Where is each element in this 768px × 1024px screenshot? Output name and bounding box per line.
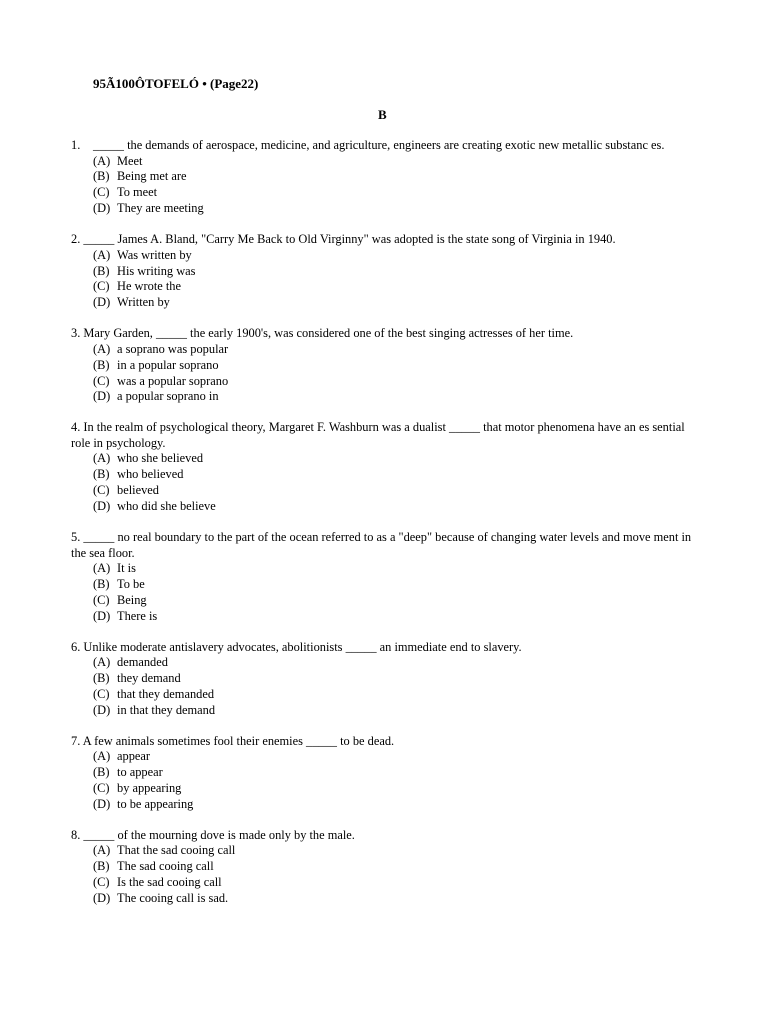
option-text: The cooing call is sad. — [117, 891, 229, 906]
option-letter: (B) — [93, 576, 110, 591]
option-text: who believed — [117, 467, 184, 482]
option-letter: (D) — [93, 702, 111, 717]
option-text: Being — [117, 592, 147, 607]
option-text: To be — [117, 576, 145, 591]
option-letter: (A) — [93, 247, 111, 262]
option-letter: (C) — [93, 185, 110, 200]
option-letter: (B) — [93, 671, 110, 686]
question-1 — [71, 138, 703, 217]
question-text: 3. Mary Garden, _____ the early 1900's, was considered one of the best singing actresses of her time. — [71, 326, 574, 341]
option-letter: (C) — [93, 373, 110, 388]
question-6 — [71, 640, 703, 719]
option-letter: (D) — [93, 796, 111, 811]
question-number: 1. — [71, 138, 81, 152]
question-text: 2. _____ James A. Bland, "Carry Me Back to Old Virginny" was adopted is the state song of Virginia in 1940. — [71, 232, 616, 247]
answer-option — [93, 875, 703, 891]
answer-option — [93, 687, 703, 703]
answer-option — [93, 561, 703, 577]
answer-option — [93, 781, 703, 797]
option-letter: (B) — [93, 169, 110, 184]
page-title: 95Ã100ÔTOFELÓ • (Page22) — [93, 76, 259, 91]
answer-option — [93, 891, 703, 907]
question-stem — [71, 138, 703, 154]
section-heading: B — [378, 107, 387, 122]
option-letter: (C) — [93, 686, 110, 701]
option-letter: (B) — [93, 357, 110, 372]
option-text: There is — [117, 608, 158, 623]
answer-option — [93, 389, 703, 405]
answer-option — [93, 655, 703, 671]
option-letter: (C) — [93, 592, 110, 607]
answer-options — [71, 342, 703, 406]
answer-option — [93, 279, 703, 295]
option-text: who she believed — [117, 451, 204, 466]
question-5 — [71, 530, 703, 625]
option-letter: (A) — [93, 749, 111, 764]
option-letter: (A) — [93, 843, 111, 858]
option-text: who did she believe — [117, 499, 216, 514]
option-letter: (C) — [93, 875, 110, 890]
option-text: to appear — [117, 765, 163, 780]
option-letter: (A) — [93, 341, 111, 356]
question-text: 5. _____ no real boundary to the part of the ocean referred to as a "deep" because of changing water levels and move ment in the sea floor. — [71, 530, 692, 560]
answer-option — [93, 374, 703, 390]
question-text: 4. In the realm of psychological theory, Margaret F. Washburn was a dualist _____ that motor phenomena have an es sential role in psychology. — [71, 420, 685, 450]
answer-option — [93, 169, 703, 185]
option-text: in a popular soprano — [117, 357, 219, 372]
option-letter: (B) — [93, 859, 110, 874]
option-text: by appearing — [117, 781, 182, 796]
option-letter: (D) — [93, 389, 111, 404]
option-text: Meet — [117, 153, 143, 168]
answer-option — [93, 797, 703, 813]
option-text: appear — [117, 749, 151, 764]
question-text: _____ the demands of aerospace, medicine, and agriculture, engineers are creating exotic new metallic substanc es. — [93, 138, 665, 152]
option-letter: (D) — [93, 891, 111, 906]
question-text: 8. _____ of the mourning dove is made only by the male. — [71, 827, 355, 842]
answer-options — [71, 248, 703, 312]
option-text: demanded — [117, 655, 168, 670]
option-text: to be appearing — [117, 796, 194, 811]
question-text: 7. A few animals sometimes fool their enemies _____ to be dead. — [71, 733, 395, 748]
question-2 — [71, 232, 703, 311]
option-text: in that they demand — [117, 702, 216, 717]
option-letter: (A) — [93, 561, 111, 575]
option-text: believed — [117, 483, 159, 498]
option-text: they demand — [117, 671, 181, 686]
question-text: 6. Unlike moderate antislavery advocates, abolitionists _____ an immediate end to slavery. — [71, 639, 522, 654]
option-text: Is the sad cooing call — [117, 875, 222, 890]
answer-option — [93, 499, 703, 515]
option-text: a popular soprano in — [117, 389, 219, 404]
answer-option — [93, 201, 703, 217]
option-text: The sad cooing call — [117, 859, 214, 874]
question-8 — [71, 828, 703, 907]
option-text: He wrote the — [117, 279, 181, 294]
answer-option — [93, 843, 703, 859]
answer-options — [71, 154, 703, 218]
option-text: It is — [117, 561, 136, 575]
answer-options — [71, 655, 703, 719]
option-text: That the sad cooing call — [117, 843, 236, 858]
option-letter: (A) — [93, 655, 111, 670]
option-letter: (D) — [93, 499, 111, 514]
answer-options — [71, 451, 703, 515]
answer-option — [93, 248, 703, 264]
option-letter: (A) — [93, 153, 111, 168]
answer-options — [71, 561, 703, 625]
option-letter: (B) — [93, 765, 110, 780]
answer-option — [93, 451, 703, 467]
option-letter: (C) — [93, 483, 110, 498]
option-letter: (C) — [93, 781, 110, 796]
option-letter: (D) — [93, 295, 111, 310]
answer-option — [93, 295, 703, 311]
option-letter: (B) — [93, 263, 110, 278]
answer-option — [93, 671, 703, 687]
answer-option — [93, 264, 703, 280]
question-3 — [71, 326, 703, 405]
answer-option — [93, 358, 703, 374]
option-text: Being met are — [117, 169, 187, 184]
answer-option — [93, 765, 703, 781]
answer-option — [93, 467, 703, 483]
answer-option — [93, 859, 703, 875]
option-letter: (D) — [93, 201, 111, 216]
question-7 — [71, 734, 703, 813]
answer-option — [93, 154, 703, 170]
option-letter: (C) — [93, 279, 110, 294]
answer-option — [93, 609, 703, 625]
answer-option — [93, 185, 703, 201]
option-text: His writing was — [117, 263, 196, 278]
option-letter: (D) — [93, 608, 111, 623]
answer-option — [93, 749, 703, 765]
answer-option — [93, 577, 703, 593]
option-text: was a popular soprano — [117, 373, 229, 388]
answer-options — [71, 749, 703, 813]
option-text: a soprano was popular — [117, 341, 229, 356]
question-4 — [71, 420, 703, 515]
answer-option — [93, 593, 703, 609]
option-text: that they demanded — [117, 686, 215, 701]
answer-options — [71, 843, 703, 907]
answer-option — [93, 342, 703, 358]
option-letter: (A) — [93, 451, 111, 466]
answer-option — [93, 703, 703, 719]
option-text: Was written by — [117, 247, 192, 262]
option-text: They are meeting — [117, 201, 204, 216]
option-letter: (B) — [93, 467, 110, 482]
question-list — [71, 138, 703, 922]
answer-option — [93, 483, 703, 499]
option-text: To meet — [117, 185, 158, 200]
option-text: Written by — [117, 295, 170, 310]
